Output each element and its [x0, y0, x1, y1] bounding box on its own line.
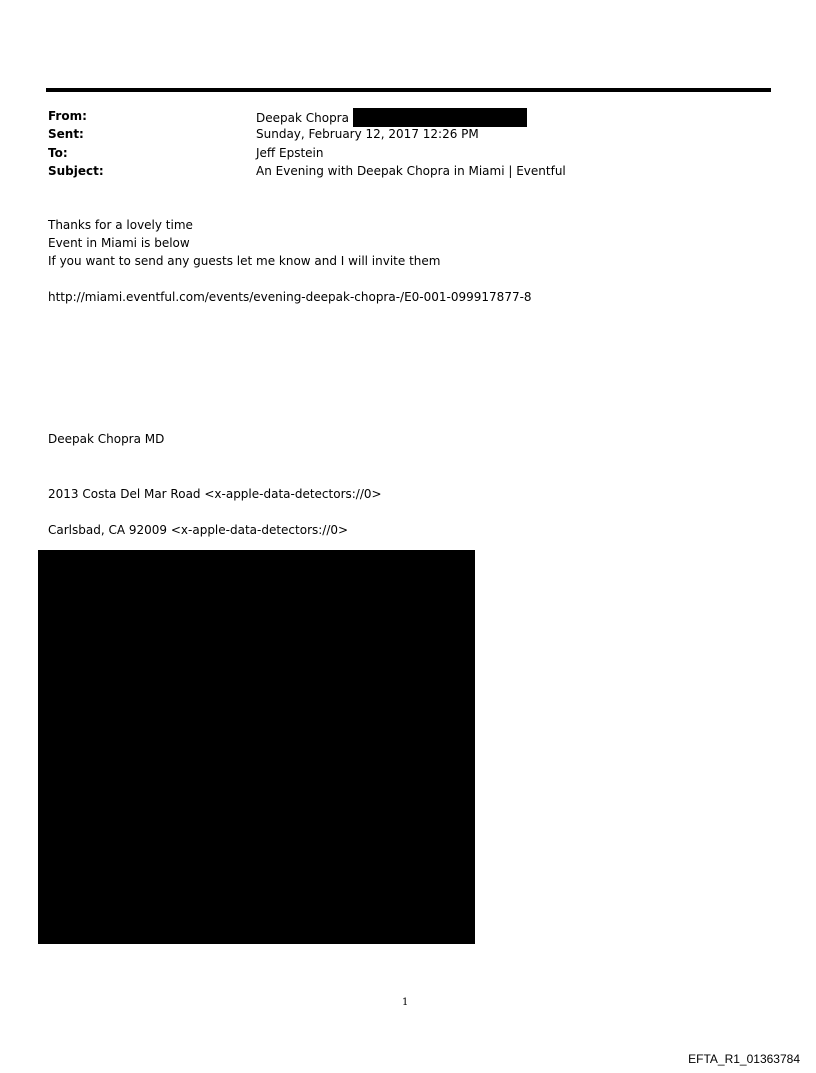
sent-value: Sunday, February 12, 2017 12:26 PM — [256, 127, 479, 141]
document-id: EFTA_R1_01363784 — [688, 1052, 800, 1066]
address-line-2: Carlsbad, CA 92009 <x-apple-data-detectors://0> — [48, 523, 349, 537]
subject-label: Subject: — [48, 164, 104, 178]
sent-label: Sent: — [48, 127, 84, 141]
body-line-3: If you want to send any guests let me know and I will invite them — [48, 254, 441, 268]
redacted-image — [38, 550, 475, 944]
sender-name: Deepak Chopra — [256, 111, 349, 125]
to-label: To: — [48, 146, 68, 160]
body-line-1: Thanks for a lovely time — [48, 218, 193, 232]
body-line-2: Event in Miami is below — [48, 236, 190, 250]
header-divider — [46, 88, 771, 92]
signature-name: Deepak Chopra MD — [48, 432, 165, 446]
event-link[interactable]: http://miami.eventful.com/events/evening-deepak-chopra-/E0-001-099917877-8 — [48, 290, 532, 304]
from-label: From: — [48, 109, 87, 123]
to-value: Jeff Epstein — [256, 146, 324, 160]
subject-value: An Evening with Deepak Chopra in Miami | Eventful — [256, 164, 566, 178]
from-value — [256, 108, 527, 127]
redacted-email — [353, 108, 527, 127]
address-line-1: 2013 Costa Del Mar Road <x-apple-data-detectors://0> — [48, 487, 382, 501]
page-number: 1 — [402, 997, 409, 1008]
